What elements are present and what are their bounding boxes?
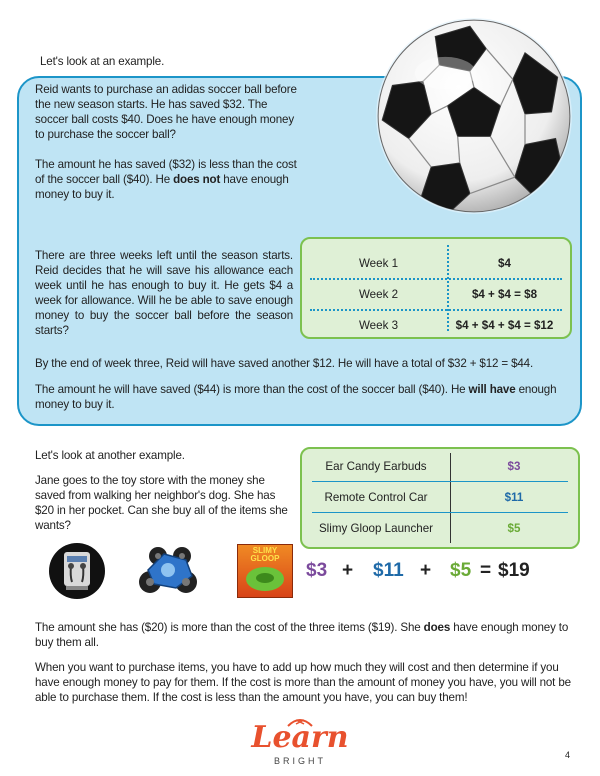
weekly-savings-table [300, 237, 572, 339]
page-number: 4 [565, 750, 571, 760]
example1-answer-post: have enough money to buy it. [35, 173, 289, 201]
equation-total: $19 [498, 560, 530, 581]
logo-sub-text: BRIGHT [273, 756, 326, 766]
gloop-blob [256, 573, 274, 583]
item-price: $5 [507, 521, 521, 535]
example1-conclusion-post: enough money to buy it. [35, 383, 557, 411]
example1-answer-pre: The amount he has saved ($32) is less than the cost of the soccer ball ($40). He [35, 158, 297, 186]
example1-savings-question: There are three weeks left until the season starts. Reid decides that he will save his allowance each week until he has enough to buy it. He gets $4 a week for allowance. Will he be able to save enough money to buy the soccer ball before the season starts? [35, 249, 293, 337]
example1-answer-bold: does not [173, 173, 221, 186]
example1-answer [35, 157, 297, 202]
week-value: $4 + $4 = $8 [471, 288, 538, 301]
item-name: Ear Candy Earbuds [325, 459, 427, 473]
item-price: $11 [504, 490, 524, 504]
equation-term-gloop: $5 [450, 560, 472, 581]
example2-answer-bold: does [423, 621, 451, 634]
item-price: $3 [507, 459, 521, 473]
equation-plus: + [420, 560, 432, 581]
week-value: $4 + $4 + $4 = $12 [455, 319, 554, 332]
summary-paragraph: When you want to purchase items, you have to add up how much they will cost and then determine if you have enough money to pay for them. If the cost is more than the amount of money you have, you will not be able to purchase them. If the cost is less than the amount you have, you can buy them! [35, 661, 571, 704]
gloop-box-text: SLIMY GLOOP [250, 546, 280, 563]
item-name: Remote Control Car [324, 490, 428, 504]
gloop-launcher-image [237, 544, 293, 598]
example1-conclusion [35, 382, 570, 412]
example1-problem: Reid wants to purchase an adidas soccer ball before the new season starts. He has saved $32. The soccer ball costs $40. Does he have enough money to purchase the soccer ball? [35, 83, 297, 141]
example1-intro: Let's look at an example. [40, 55, 165, 68]
table-row [302, 482, 578, 512]
week-value: $4 [498, 257, 511, 270]
logo-main-text: Learn [251, 720, 349, 755]
example2-intro: Let's look at another example. [35, 449, 185, 462]
week-label: Week 3 [358, 319, 399, 332]
soccer-ball-image [372, 14, 576, 218]
example1-total: By the end of week three, Reid will have saved another $12. He will have a total of $32 + $12 = $44. [35, 357, 534, 370]
earbuds-image [48, 542, 106, 600]
equation-equals: = [480, 560, 492, 581]
equation-term-car: $11 [373, 560, 404, 581]
example2-problem: Jane goes to the toy store with the money she saved from walking her neighbor's dog. She has $20 in her pocket. Can she buy all of the items she wants? [35, 474, 288, 532]
table-row [302, 451, 578, 481]
learn-bright-logo [236, 716, 364, 772]
item-name: Slimy Gloop Launcher [318, 521, 434, 535]
table-row [310, 310, 562, 339]
example2-answer [35, 620, 575, 650]
table-row [310, 279, 562, 310]
table-row [302, 513, 578, 543]
items-price-table [300, 447, 580, 549]
example2-answer-post: have enough money to buy them all. [35, 621, 569, 649]
example1-conclusion-bold: will have [468, 383, 516, 396]
week-label: Week 2 [358, 288, 399, 301]
equation-term-earbuds: $3 [306, 560, 328, 581]
week-label: Week 1 [358, 257, 399, 270]
example1-conclusion-pre: The amount he will have saved ($44) is more than the cost of the soccer ball ($40). He [35, 383, 469, 396]
equation-plus: + [342, 560, 354, 581]
example2-answer-pre: The amount she has ($20) is more than the cost of the three items ($19). She [35, 621, 424, 634]
table-row [310, 248, 562, 279]
remote-control-car-image [136, 542, 200, 598]
